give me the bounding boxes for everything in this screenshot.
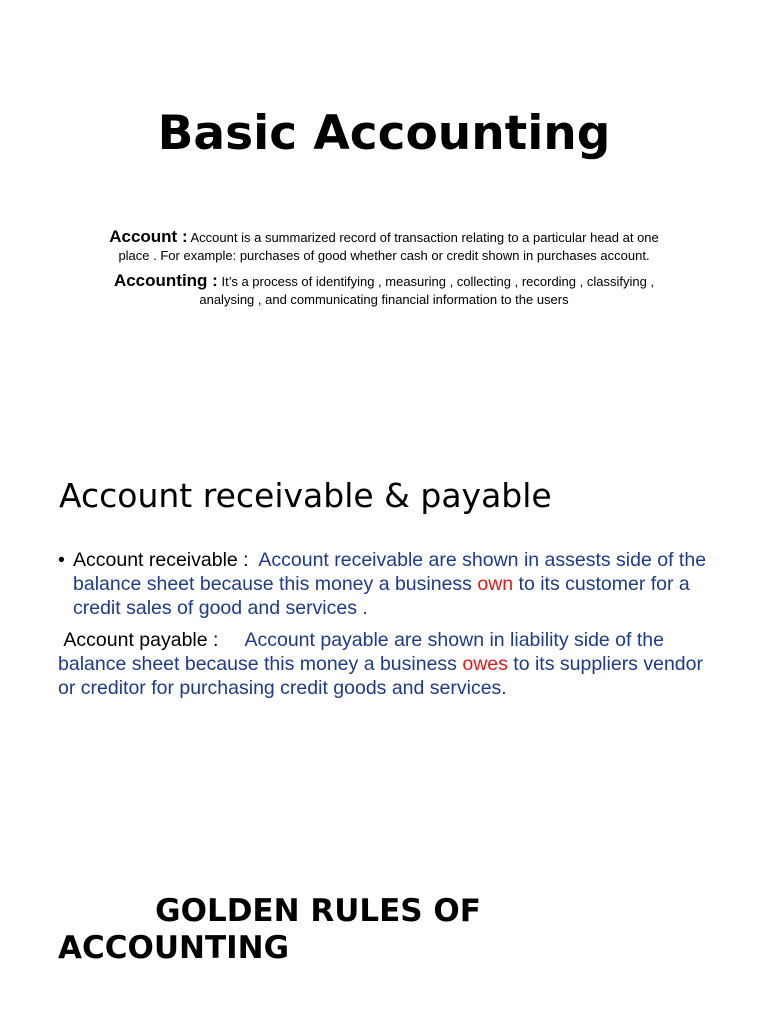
- definition-account: [96, 228, 672, 265]
- receivable-label: Account receivable :: [73, 549, 249, 571]
- definition-text: It’s a process of identifying , measuring , collecting , recording , classifying , analysing , and communicating financial information to the users: [199, 274, 655, 307]
- receivable-text-end: to its customer for a credit sales of good and services .: [73, 573, 690, 619]
- definitions: [96, 228, 672, 316]
- payable-label: Account payable :: [63, 629, 219, 651]
- bullet-icon: •: [58, 549, 65, 571]
- receivable-paragraph: [58, 548, 718, 620]
- payable-highlight: owes: [462, 653, 508, 675]
- golden-rules-line2: ACCOUNTING: [58, 930, 290, 966]
- definition-accounting: [96, 272, 672, 309]
- definition-term: Accounting :: [113, 271, 218, 290]
- receivable-highlight: own: [477, 573, 514, 595]
- receivable-text: Account receivable are shown in assests side of the balance sheet because this money a business: [73, 549, 707, 595]
- section-heading: Account receivable & payable: [59, 476, 552, 515]
- golden-rules-line1: GOLDEN RULES OF: [155, 893, 481, 929]
- golden-rules-heading: [58, 893, 481, 967]
- payable-text-end: to its suppliers vendor or creditor for purchasing credit goods and services.: [58, 653, 703, 699]
- golden-rules-indent: [58, 893, 155, 929]
- page-title: Basic Accounting: [157, 106, 611, 161]
- receivable-payable-block: [58, 548, 718, 700]
- definition-term: Account :: [109, 227, 188, 246]
- payable-paragraph: [58, 628, 718, 700]
- definition-text: Account is a summarized record of transaction relating to a particular head at one place . For example: purchases of good whether cash or credit shown in purchases account.: [118, 230, 659, 263]
- payable-text: Account payable are shown in liability side of the balance sheet because this money a business: [58, 629, 664, 675]
